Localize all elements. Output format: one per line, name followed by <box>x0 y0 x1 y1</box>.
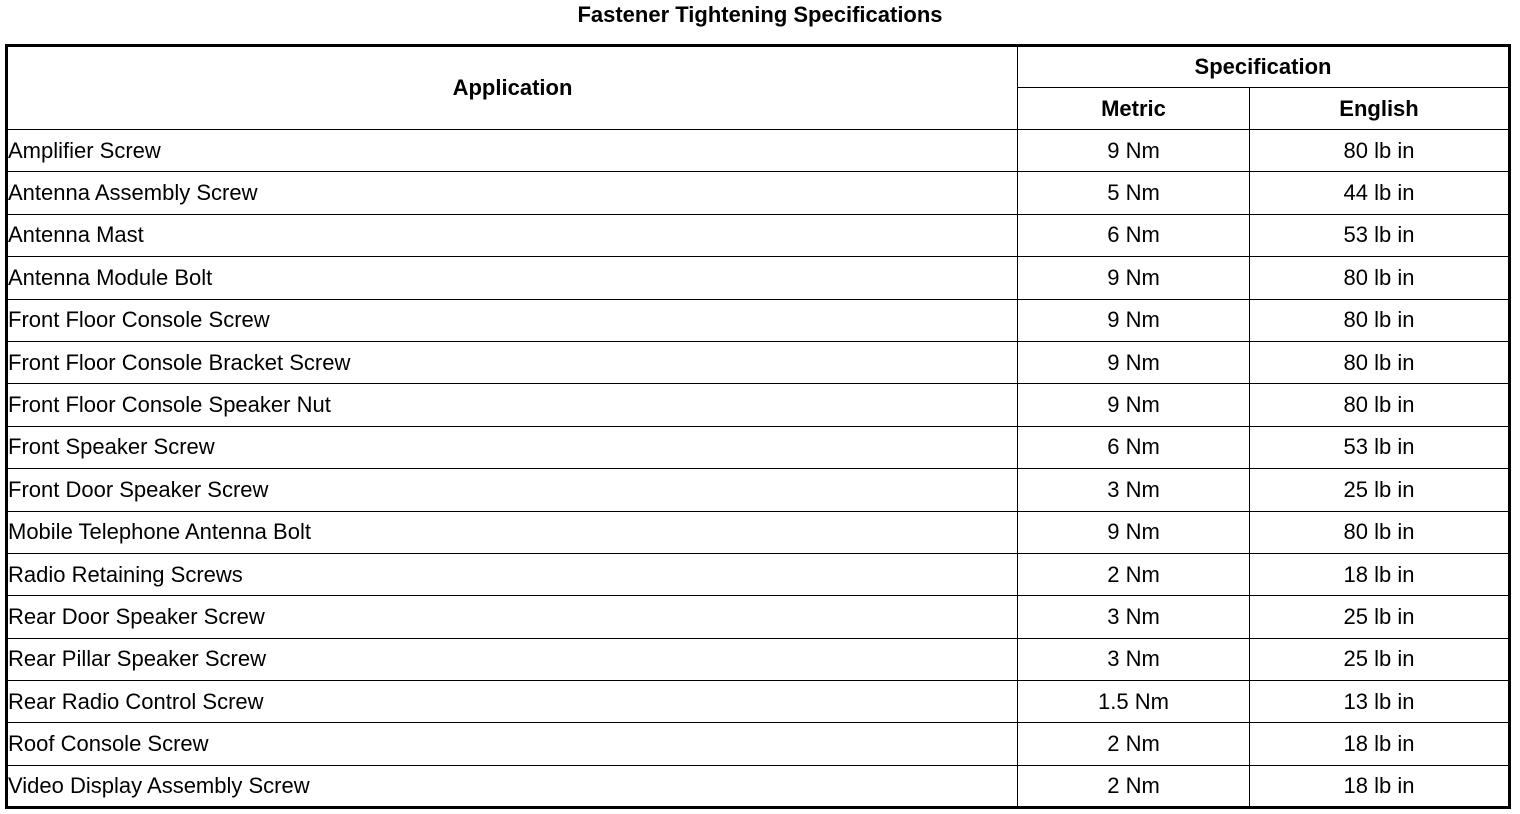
table-row <box>7 638 1510 680</box>
cell-metric: 5 Nm <box>1018 172 1250 214</box>
cell-english: 18 lb in <box>1250 723 1510 765</box>
cell-metric: 3 Nm <box>1018 596 1250 638</box>
table-body <box>7 130 1510 808</box>
cell-english: 80 lb in <box>1250 511 1510 553</box>
table-row <box>7 172 1510 214</box>
cell-application: Rear Door Speaker Screw <box>7 596 1018 638</box>
cell-metric: 3 Nm <box>1018 638 1250 680</box>
table-row <box>7 426 1510 468</box>
specifications-table <box>5 44 1511 809</box>
header-specification: Specification <box>1018 46 1510 88</box>
cell-english: 25 lb in <box>1250 638 1510 680</box>
cell-application: Front Floor Console Speaker Nut <box>7 384 1018 426</box>
header-english: English <box>1250 88 1510 130</box>
table-row <box>7 257 1510 299</box>
table-row <box>7 341 1510 383</box>
cell-metric: 9 Nm <box>1018 384 1250 426</box>
cell-application: Front Floor Console Bracket Screw <box>7 341 1018 383</box>
table-row <box>7 299 1510 341</box>
table-row <box>7 384 1510 426</box>
cell-english: 53 lb in <box>1250 214 1510 256</box>
cell-application: Antenna Mast <box>7 214 1018 256</box>
cell-english: 18 lb in <box>1250 765 1510 807</box>
cell-english: 44 lb in <box>1250 172 1510 214</box>
cell-application: Front Speaker Screw <box>7 426 1018 468</box>
cell-english: 53 lb in <box>1250 426 1510 468</box>
table-row <box>7 596 1510 638</box>
cell-metric: 9 Nm <box>1018 299 1250 341</box>
cell-application: Antenna Assembly Screw <box>7 172 1018 214</box>
cell-application: Amplifier Screw <box>7 130 1018 172</box>
table-row <box>7 765 1510 807</box>
cell-metric: 9 Nm <box>1018 257 1250 299</box>
cell-application: Radio Retaining Screws <box>7 553 1018 595</box>
cell-metric: 2 Nm <box>1018 723 1250 765</box>
table-row <box>7 130 1510 172</box>
cell-application: Mobile Telephone Antenna Bolt <box>7 511 1018 553</box>
cell-english: 80 lb in <box>1250 341 1510 383</box>
cell-english: 80 lb in <box>1250 130 1510 172</box>
cell-english: 25 lb in <box>1250 469 1510 511</box>
cell-application: Video Display Assembly Screw <box>7 765 1018 807</box>
table-row <box>7 553 1510 595</box>
cell-english: 80 lb in <box>1250 299 1510 341</box>
cell-metric: 2 Nm <box>1018 765 1250 807</box>
table-row <box>7 511 1510 553</box>
page-title: Fastener Tightening Specifications <box>577 2 943 27</box>
cell-english: 80 lb in <box>1250 257 1510 299</box>
cell-application: Antenna Module Bolt <box>7 257 1018 299</box>
cell-application: Roof Console Screw <box>7 723 1018 765</box>
cell-metric: 1.5 Nm <box>1018 681 1250 723</box>
header-application: Application <box>7 46 1018 130</box>
table-row <box>7 214 1510 256</box>
cell-metric: 3 Nm <box>1018 469 1250 511</box>
header-metric: Metric <box>1018 88 1250 130</box>
cell-english: 80 lb in <box>1250 384 1510 426</box>
cell-english: 13 lb in <box>1250 681 1510 723</box>
cell-metric: 9 Nm <box>1018 341 1250 383</box>
header-row-group <box>7 46 1510 88</box>
table-header <box>7 46 1510 130</box>
cell-application: Front Floor Console Screw <box>7 299 1018 341</box>
table-row <box>7 681 1510 723</box>
cell-english: 25 lb in <box>1250 596 1510 638</box>
cell-metric: 9 Nm <box>1018 130 1250 172</box>
cell-metric: 6 Nm <box>1018 426 1250 468</box>
cell-english: 18 lb in <box>1250 553 1510 595</box>
cell-metric: 2 Nm <box>1018 553 1250 595</box>
cell-metric: 9 Nm <box>1018 511 1250 553</box>
table-row <box>7 723 1510 765</box>
cell-metric: 6 Nm <box>1018 214 1250 256</box>
table-row <box>7 469 1510 511</box>
cell-application: Rear Pillar Speaker Screw <box>7 638 1018 680</box>
cell-application: Rear Radio Control Screw <box>7 681 1018 723</box>
cell-application: Front Door Speaker Screw <box>7 469 1018 511</box>
